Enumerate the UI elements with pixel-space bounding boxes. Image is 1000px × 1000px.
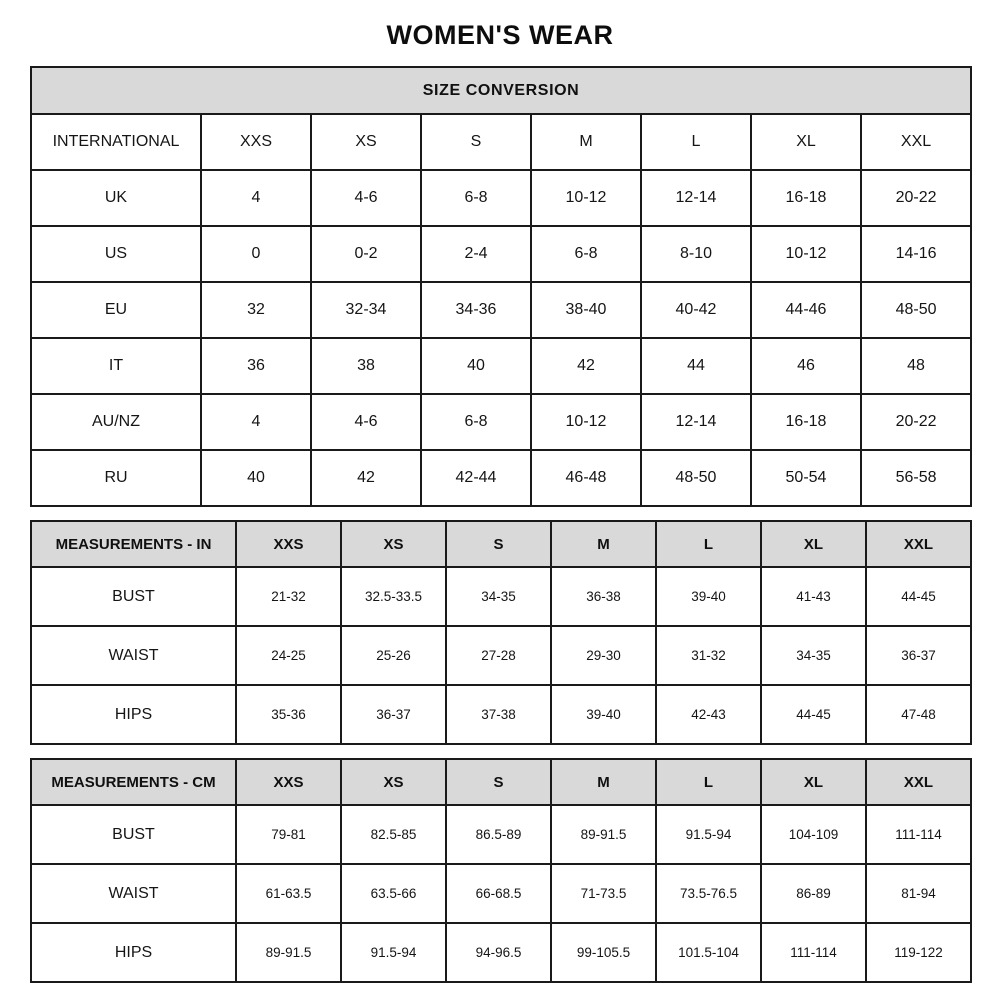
- size-column-header: M: [551, 521, 656, 567]
- measurements-cm-header-row: [31, 759, 971, 805]
- value-cell: 42: [531, 338, 641, 394]
- size-conversion-header: SIZE CONVERSION: [31, 67, 971, 114]
- row-label: EU: [31, 282, 201, 338]
- value-cell: 44-45: [866, 567, 971, 626]
- value-cell: 38: [311, 338, 421, 394]
- value-cell: 46-48: [531, 450, 641, 506]
- value-cell: 24-25: [236, 626, 341, 685]
- size-column-header: L: [656, 759, 761, 805]
- value-cell: 44-46: [751, 282, 861, 338]
- size-conversion-table: [30, 66, 972, 507]
- value-cell: 14-16: [861, 226, 971, 282]
- table-row: [31, 114, 971, 170]
- row-label: WAIST: [31, 626, 236, 685]
- value-cell: 111-114: [761, 923, 866, 982]
- value-cell: 20-22: [861, 170, 971, 226]
- value-cell: 40: [201, 450, 311, 506]
- value-cell: 12-14: [641, 394, 751, 450]
- value-cell: 0: [201, 226, 311, 282]
- value-cell: 101.5-104: [656, 923, 761, 982]
- row-label: US: [31, 226, 201, 282]
- value-cell: XS: [311, 114, 421, 170]
- value-cell: 82.5-85: [341, 805, 446, 864]
- value-cell: 94-96.5: [446, 923, 551, 982]
- value-cell: 47-48: [866, 685, 971, 744]
- value-cell: S: [421, 114, 531, 170]
- value-cell: 31-32: [656, 626, 761, 685]
- size-column-header: XXL: [866, 521, 971, 567]
- value-cell: 40: [421, 338, 531, 394]
- value-cell: 86-89: [761, 864, 866, 923]
- row-label: HIPS: [31, 923, 236, 982]
- value-cell: 48-50: [861, 282, 971, 338]
- row-label: HIPS: [31, 685, 236, 744]
- table-row: [31, 450, 971, 506]
- row-label: AU/NZ: [31, 394, 201, 450]
- row-label: BUST: [31, 805, 236, 864]
- table-row: [31, 394, 971, 450]
- value-cell: 48-50: [641, 450, 751, 506]
- table-row: [31, 567, 971, 626]
- value-cell: 86.5-89: [446, 805, 551, 864]
- value-cell: 34-36: [421, 282, 531, 338]
- value-cell: 44-45: [761, 685, 866, 744]
- value-cell: 42-44: [421, 450, 531, 506]
- size-column-header: XL: [761, 521, 866, 567]
- value-cell: 34-35: [761, 626, 866, 685]
- value-cell: 4-6: [311, 394, 421, 450]
- size-column-header: XXL: [866, 759, 971, 805]
- measurements-in-header: MEASUREMENTS - IN: [31, 521, 236, 567]
- measurements-cm-table: [30, 758, 972, 983]
- value-cell: 25-26: [341, 626, 446, 685]
- table-banner-row: [31, 67, 971, 114]
- size-column-header: S: [446, 759, 551, 805]
- row-label: RU: [31, 450, 201, 506]
- value-cell: XL: [751, 114, 861, 170]
- value-cell: M: [531, 114, 641, 170]
- value-cell: 91.5-94: [341, 923, 446, 982]
- value-cell: 66-68.5: [446, 864, 551, 923]
- value-cell: 0-2: [311, 226, 421, 282]
- value-cell: 6-8: [421, 170, 531, 226]
- value-cell: 8-10: [641, 226, 751, 282]
- value-cell: 63.5-66: [341, 864, 446, 923]
- value-cell: 38-40: [531, 282, 641, 338]
- value-cell: 4: [201, 170, 311, 226]
- value-cell: 50-54: [751, 450, 861, 506]
- table-row: [31, 685, 971, 744]
- value-cell: 46: [751, 338, 861, 394]
- value-cell: 81-94: [866, 864, 971, 923]
- value-cell: 32.5-33.5: [341, 567, 446, 626]
- value-cell: 34-35: [446, 567, 551, 626]
- value-cell: 39-40: [656, 567, 761, 626]
- row-label: INTERNATIONAL: [31, 114, 201, 170]
- value-cell: XXS: [201, 114, 311, 170]
- table-row: [31, 805, 971, 864]
- size-column-header: XXS: [236, 759, 341, 805]
- size-column-header: XXS: [236, 521, 341, 567]
- value-cell: 89-91.5: [236, 923, 341, 982]
- value-cell: 36-38: [551, 567, 656, 626]
- page-title: WOMEN'S WEAR: [386, 20, 614, 50]
- value-cell: 42: [311, 450, 421, 506]
- value-cell: 4-6: [311, 170, 421, 226]
- value-cell: 32-34: [311, 282, 421, 338]
- value-cell: 71-73.5: [551, 864, 656, 923]
- size-column-header: M: [551, 759, 656, 805]
- value-cell: 4: [201, 394, 311, 450]
- value-cell: 10-12: [751, 226, 861, 282]
- value-cell: 99-105.5: [551, 923, 656, 982]
- value-cell: 10-12: [531, 394, 641, 450]
- size-column-header: XL: [761, 759, 866, 805]
- value-cell: 42-43: [656, 685, 761, 744]
- value-cell: 12-14: [641, 170, 751, 226]
- value-cell: 48: [861, 338, 971, 394]
- value-cell: 73.5-76.5: [656, 864, 761, 923]
- value-cell: 41-43: [761, 567, 866, 626]
- value-cell: 56-58: [861, 450, 971, 506]
- table-row: [31, 923, 971, 982]
- row-label: IT: [31, 338, 201, 394]
- value-cell: 37-38: [446, 685, 551, 744]
- value-cell: 61-63.5: [236, 864, 341, 923]
- value-cell: 40-42: [641, 282, 751, 338]
- value-cell: 16-18: [751, 170, 861, 226]
- value-cell: 39-40: [551, 685, 656, 744]
- row-label: WAIST: [31, 864, 236, 923]
- table-row: [31, 170, 971, 226]
- value-cell: 36: [201, 338, 311, 394]
- value-cell: 16-18: [751, 394, 861, 450]
- table-row: [31, 626, 971, 685]
- value-cell: 2-4: [421, 226, 531, 282]
- value-cell: 44: [641, 338, 751, 394]
- value-cell: L: [641, 114, 751, 170]
- size-column-header: L: [656, 521, 761, 567]
- value-cell: 91.5-94: [656, 805, 761, 864]
- row-label: BUST: [31, 567, 236, 626]
- value-cell: 6-8: [421, 394, 531, 450]
- value-cell: 119-122: [866, 923, 971, 982]
- value-cell: 6-8: [531, 226, 641, 282]
- measurements-in-header-row: [31, 521, 971, 567]
- value-cell: 36-37: [866, 626, 971, 685]
- value-cell: XXL: [861, 114, 971, 170]
- row-label: UK: [31, 170, 201, 226]
- table-row: [31, 338, 971, 394]
- measurements-in-table: [30, 520, 972, 745]
- value-cell: 111-114: [866, 805, 971, 864]
- value-cell: 79-81: [236, 805, 341, 864]
- value-cell: 32: [201, 282, 311, 338]
- size-column-header: XS: [341, 759, 446, 805]
- value-cell: 21-32: [236, 567, 341, 626]
- value-cell: 10-12: [531, 170, 641, 226]
- table-row: [31, 282, 971, 338]
- measurements-cm-header: MEASUREMENTS - CM: [31, 759, 236, 805]
- table-row: [31, 864, 971, 923]
- value-cell: 89-91.5: [551, 805, 656, 864]
- value-cell: 36-37: [341, 685, 446, 744]
- size-column-header: XS: [341, 521, 446, 567]
- value-cell: 29-30: [551, 626, 656, 685]
- value-cell: 35-36: [236, 685, 341, 744]
- size-column-header: S: [446, 521, 551, 567]
- value-cell: 27-28: [446, 626, 551, 685]
- table-row: [31, 226, 971, 282]
- value-cell: 20-22: [861, 394, 971, 450]
- value-cell: 104-109: [761, 805, 866, 864]
